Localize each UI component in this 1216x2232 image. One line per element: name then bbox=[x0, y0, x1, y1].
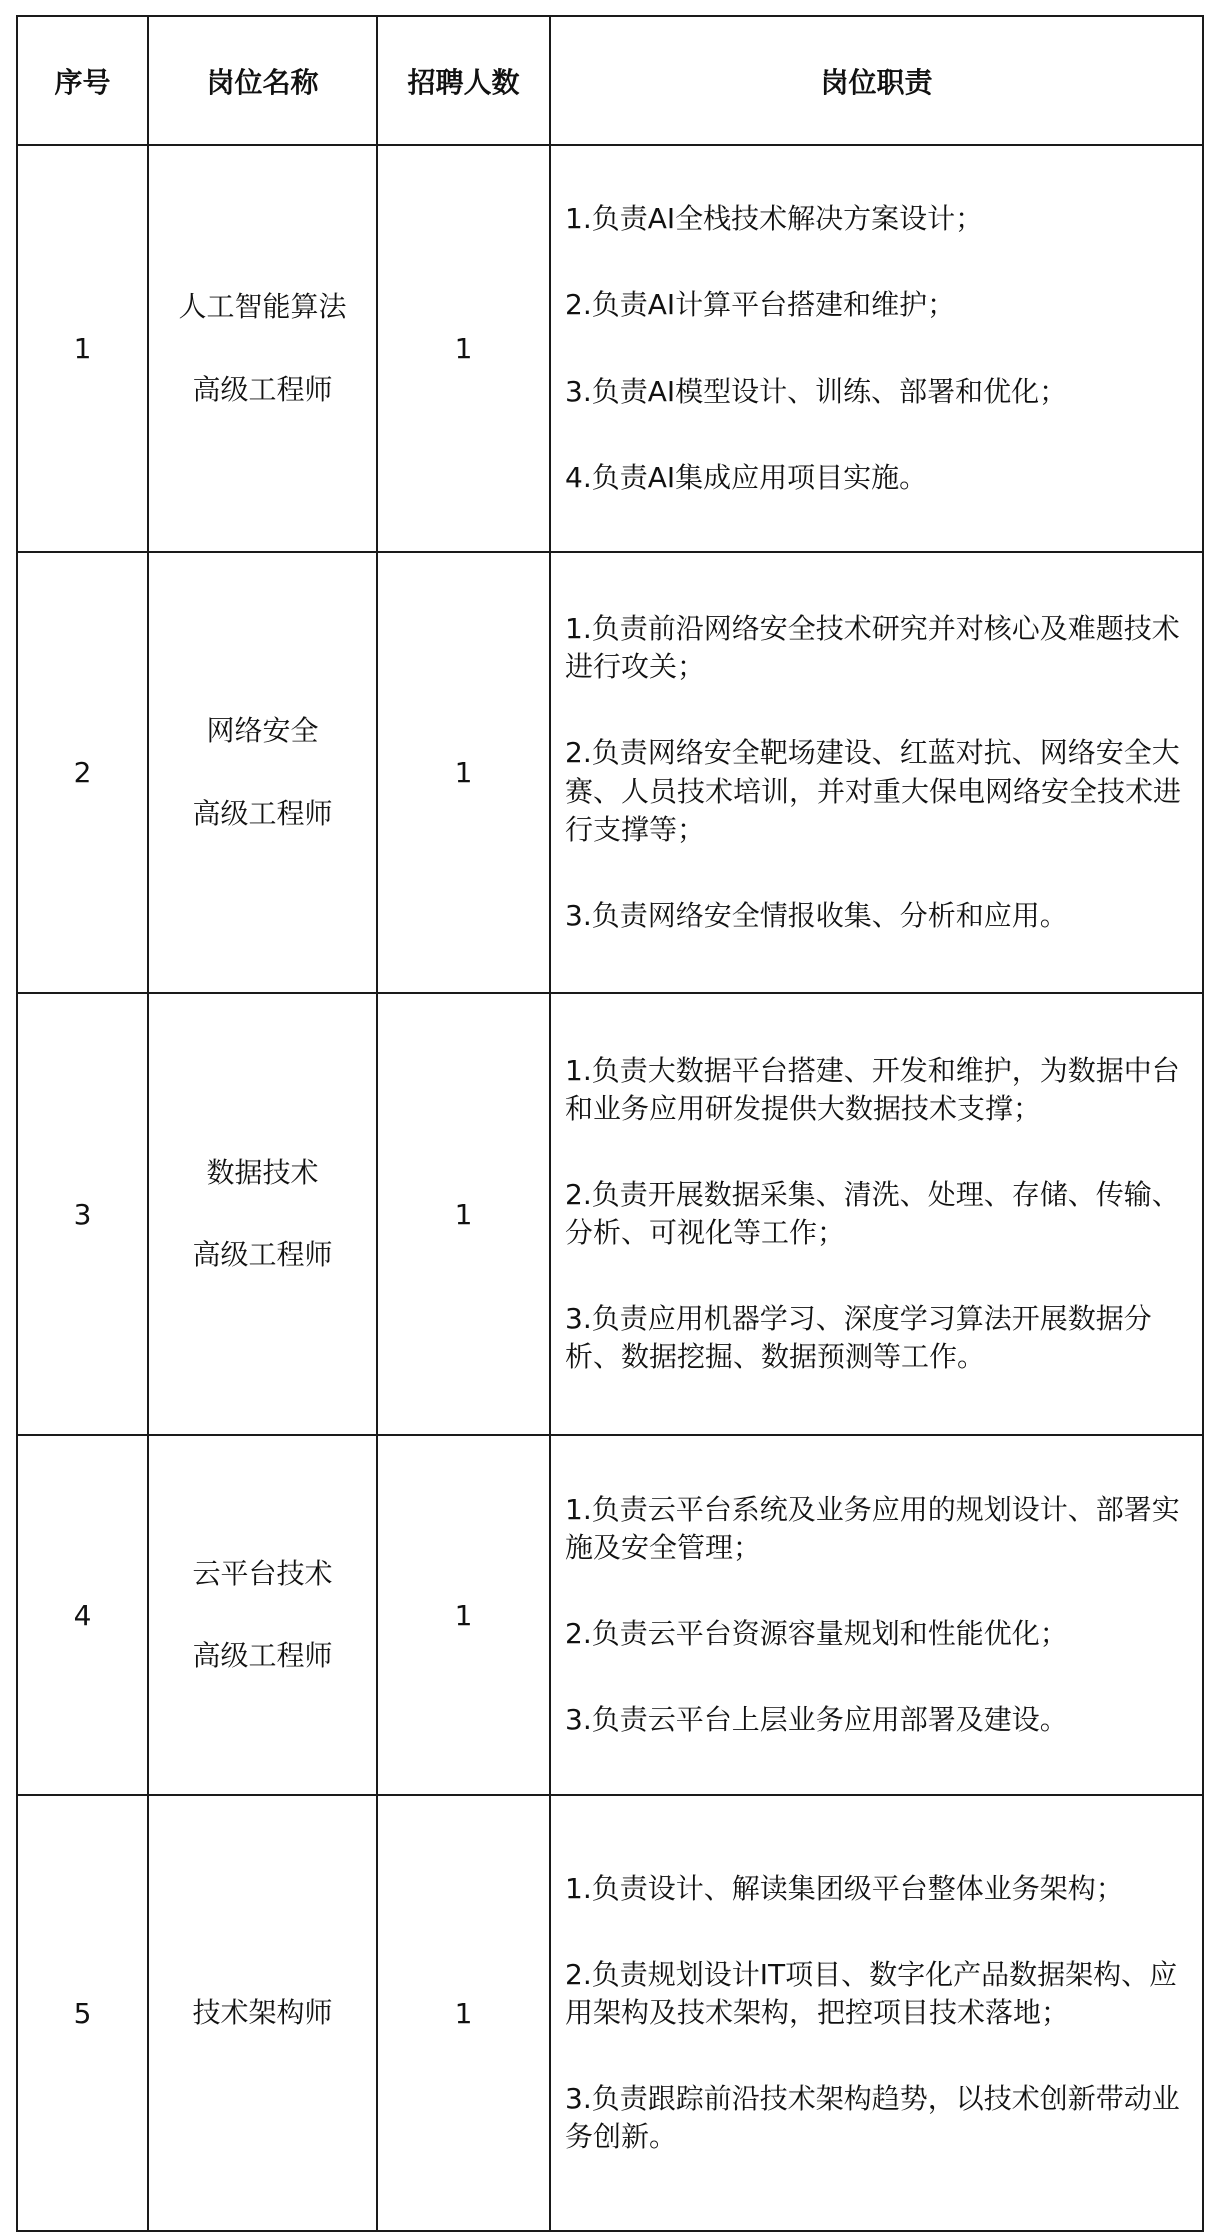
position-name-line: 高级工程师 bbox=[192, 372, 333, 406]
row-index: 5 bbox=[17, 1795, 148, 2231]
duty-item: 3.负责网络安全情报收集、分析和应用。 bbox=[565, 898, 1068, 932]
duties-cell bbox=[550, 552, 1203, 993]
duty-item: 2.负责网络安全靶场建设、红蓝对抗、网络安全大赛、人员技术培训，并对重大保电网络安全技术进行支撑等； bbox=[565, 736, 1182, 846]
hire-count: 1 bbox=[377, 552, 550, 993]
duties-cell bbox=[550, 145, 1203, 552]
duties-cell bbox=[550, 1435, 1203, 1795]
duties-cell bbox=[550, 1795, 1203, 2231]
duty-item: 2.负责规划设计IT项目、数字化产品数据架构、应用架构及技术架构，把控项目技术落地； bbox=[565, 1957, 1178, 2029]
duty-item: 3.负责AI模型设计、训练、部署和优化； bbox=[565, 374, 1068, 408]
duty-item: 1.负责AI全栈技术解决方案设计； bbox=[565, 202, 984, 236]
position-name bbox=[148, 1795, 377, 2231]
position-name-line: 高级工程师 bbox=[192, 1639, 333, 1672]
row-index: 3 bbox=[17, 993, 148, 1435]
duty-item: 1.负责云平台系统及业务应用的规划设计、部署实施及安全管理； bbox=[565, 1492, 1180, 1564]
header-hire-count: 招聘人数 bbox=[377, 16, 550, 145]
duty-item: 1.负责大数据平台搭建、开发和维护，为数据中台和业务应用研发提供大数据技术支撑； bbox=[565, 1053, 1180, 1125]
row-index: 4 bbox=[17, 1435, 148, 1795]
duty-item: 1.负责前沿网络安全技术研究并对核心及难题技术进行攻关； bbox=[565, 612, 1180, 684]
table-header-row bbox=[17, 16, 1203, 145]
position-name-line: 技术架构师 bbox=[192, 1995, 333, 2029]
position-name-line: 人工智能算法 bbox=[178, 290, 347, 324]
duty-item: 2.负责AI计算平台搭建和维护； bbox=[565, 288, 956, 322]
position-name bbox=[148, 552, 377, 993]
duty-item: 4.负责AI集成应用项目实施。 bbox=[565, 460, 928, 494]
row-index: 2 bbox=[17, 552, 148, 993]
duty-item: 1.负责设计、解读集团级平台整体业务架构； bbox=[565, 1871, 1124, 1905]
position-name bbox=[148, 145, 377, 552]
job-positions-table bbox=[16, 15, 1204, 2232]
duty-item: 3.负责应用机器学习、深度学习算法开展数据分析、数据挖掘、数据预测等工作。 bbox=[565, 1302, 1152, 1374]
table-row bbox=[17, 1435, 1203, 1795]
table-row bbox=[17, 1795, 1203, 2231]
position-name-line: 高级工程师 bbox=[192, 796, 333, 830]
duty-item: 2.负责云平台资源容量规划和性能优化； bbox=[565, 1617, 1068, 1650]
header-index: 序号 bbox=[17, 16, 148, 145]
table-row bbox=[17, 993, 1203, 1435]
header-position-name: 岗位名称 bbox=[148, 16, 377, 145]
table-row bbox=[17, 145, 1203, 552]
hire-count: 1 bbox=[377, 145, 550, 552]
hire-count: 1 bbox=[377, 993, 550, 1435]
position-name-line: 网络安全 bbox=[206, 714, 319, 748]
position-name-line: 云平台技术 bbox=[192, 1556, 333, 1590]
table-row bbox=[17, 552, 1203, 993]
duty-item: 3.负责云平台上层业务应用部署及建设。 bbox=[565, 1703, 1068, 1737]
position-name bbox=[148, 993, 377, 1435]
position-name-line: 高级工程师 bbox=[192, 1238, 333, 1271]
position-name-line: 数据技术 bbox=[206, 1155, 319, 1189]
row-index: 1 bbox=[17, 145, 148, 552]
duty-item: 3.负责跟踪前沿技术架构趋势，以技术创新带动业务创新。 bbox=[565, 2082, 1180, 2154]
hire-count: 1 bbox=[377, 1795, 550, 2231]
duties-cell bbox=[550, 993, 1203, 1435]
hire-count: 1 bbox=[377, 1435, 550, 1795]
header-duties: 岗位职责 bbox=[550, 16, 1203, 145]
position-name bbox=[148, 1435, 377, 1795]
duty-item: 2.负责开展数据采集、清洗、处理、存储、传输、分析、可视化等工作； bbox=[565, 1177, 1180, 1249]
